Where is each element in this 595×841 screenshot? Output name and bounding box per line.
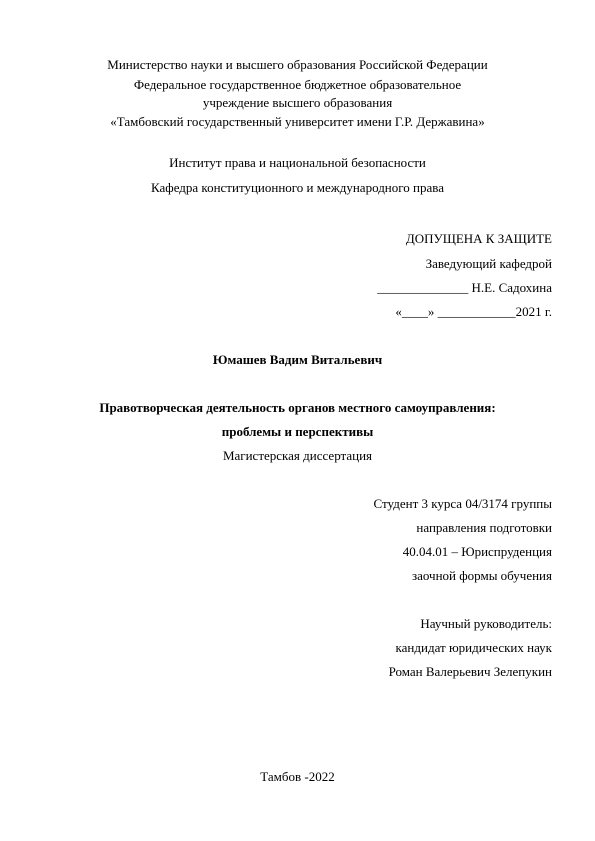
student-line-4: заочной формы обучения xyxy=(411,568,552,583)
supervisor-degree: кандидат юридических наук xyxy=(395,640,552,655)
student-line-3: 40.04.01 – Юриспруденция xyxy=(402,544,552,559)
thesis-title-line-1: Правотворческая деятельность органов местного самоуправления: xyxy=(99,400,496,415)
approval-date-line: «____» ____________2021 г. xyxy=(395,304,552,319)
approval-signature-line: ______________ Н.Е. Садохина xyxy=(377,280,552,295)
approval-role: Заведующий кафедрой xyxy=(425,256,552,271)
institution-line-2: учреждение высшего образования xyxy=(202,95,393,110)
institute-name: Институт права и национальной безопасности xyxy=(169,155,426,170)
supervisor-name: Роман Валерьевич Зелепукин xyxy=(388,664,552,679)
approval-title: ДОПУЩЕНА К ЗАЩИТЕ xyxy=(405,231,552,246)
chair-name: Кафедра конституционного и международного права xyxy=(151,180,444,195)
student-line-2: направления подготовки xyxy=(416,520,552,535)
thesis-title-line-2: проблемы и перспективы xyxy=(221,424,374,439)
thesis-type: Магистерская диссертация xyxy=(222,448,373,463)
institution-line-1: Федеральное государственное бюджетное образовательное xyxy=(133,77,462,92)
author-name: Юмашев Вадим Витальевич xyxy=(212,352,383,367)
city-year: Тамбов -2022 xyxy=(260,769,335,784)
university-name: «Тамбовский государственный университет имени Г.Р. Державина» xyxy=(110,114,485,129)
supervisor-label: Научный руководитель: xyxy=(420,616,552,631)
ministry-name: Министерство науки и высшего образования Российской Федерации xyxy=(107,57,488,72)
student-line-1: Студент 3 курса 04/3174 группы xyxy=(373,496,552,511)
